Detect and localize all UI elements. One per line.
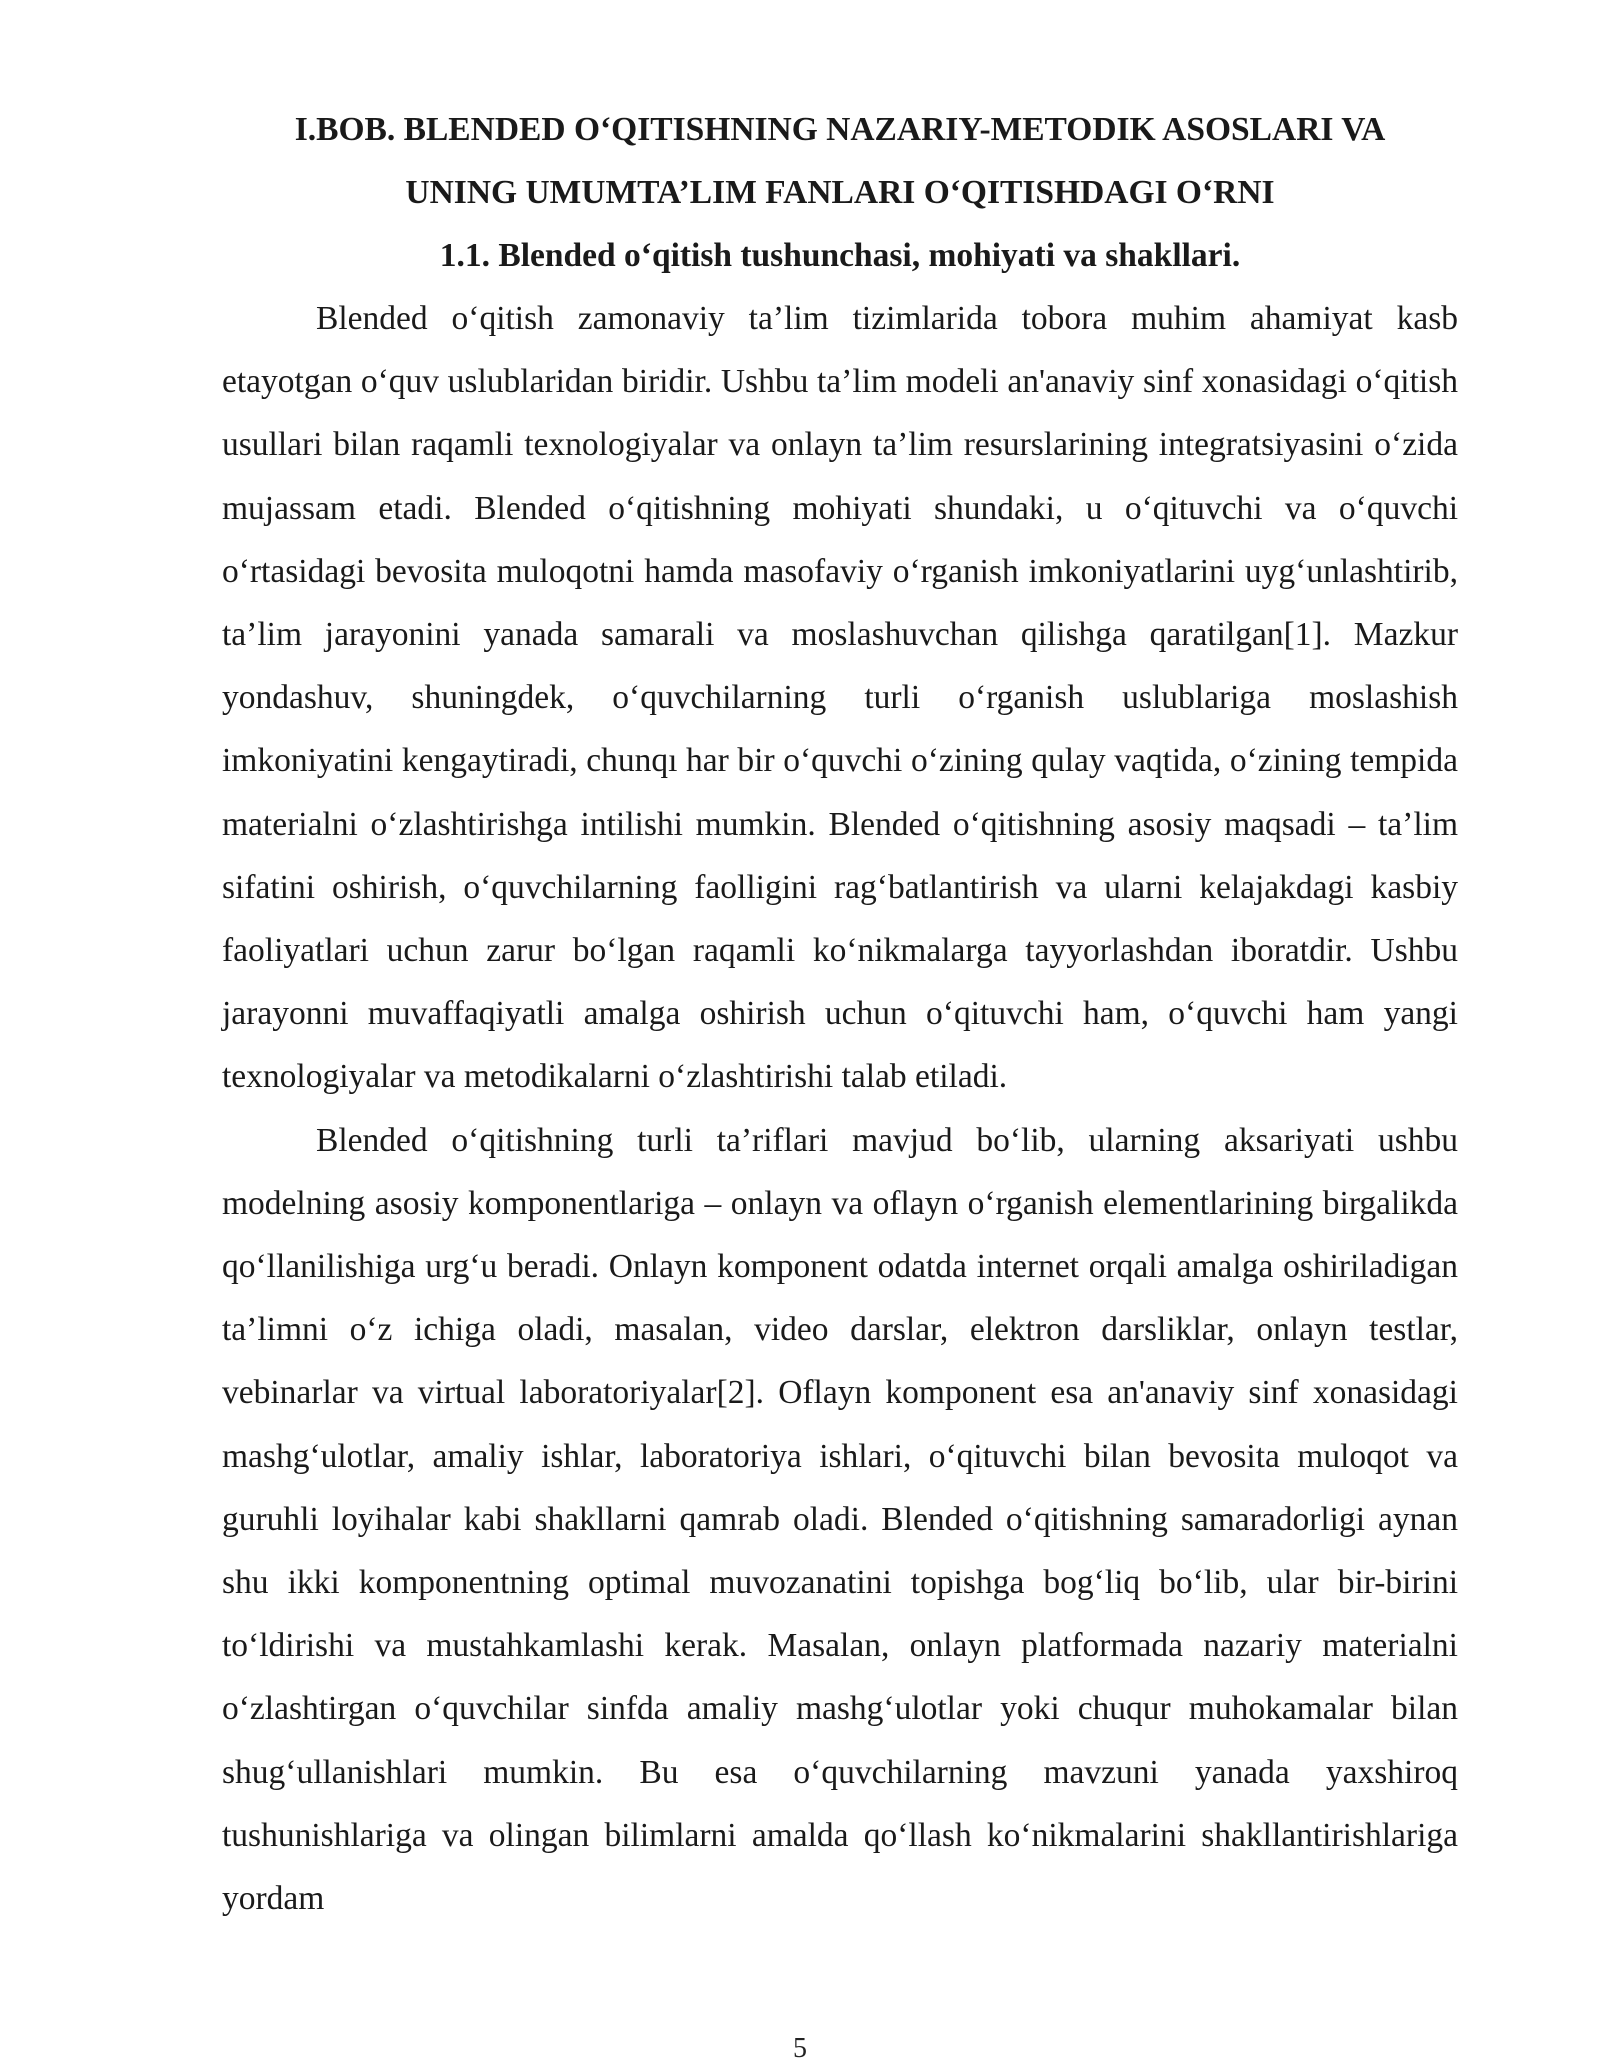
- page-content: [222, 98, 1458, 1930]
- body-paragraph-1: Blended o‘qitish zamonaviy ta’lim tizimlarida tobora muhim ahamiyat kasb etayotgan o‘quv uslublaridan biridir. Ushbu ta’lim modeli an'anaviy sinf xonasidagi o‘qitish usullari bilan raqamli texnologiyalar va onlayn ta’lim resurslarining integratsiyasini o‘zida mujassam etadi. Blended o‘qitishning mohiyati shundaki, u o‘qituvchi va o‘quvchi o‘rtasidagi bevosita muloqotni hamda masofaviy o‘rganish imkoniyatlarini uyg‘unlashtirib, ta’lim jarayonini yanada samarali va moslashuvchan qilishga qaratilgan[1]. Mazkur yondashuv, shuningdek, o‘quvchilarning turli o‘rganish uslublariga moslashish imkoniyatini kengaytiradi, chunqı har bir o‘quvchi o‘zining qulay vaqtida, o‘zining tempida materialni o‘zlashtirishga intilishi mumkin. Blended o‘qitishning asosiy maqsadi – ta’lim sifatini oshirish, o‘quvchilarning faolligini rag‘batlantirish va ularni kelajakdagi kasbiy faoliyatlari uchun zarur bo‘lgan raqamli ko‘nikmalarga tayyorlashdan iboratdir. Ushbu jarayonni muvaffaqiyatli amalga oshirish uchun o‘qituvchi ham, o‘quvchi ham yangi texnologiyalar va metodikalarni o‘zlashtirishi talab etiladi.: [222, 300, 1458, 1096]
- chapter-title-line-2: UNING UMUMTA’LIM FANLARI O‘QITISHDAGI O‘RNI: [405, 174, 1275, 211]
- chapter-title-line-1: I.BOB. BLENDED O‘QITISHNING NAZARIY-METODIK ASOSLARI VA: [294, 111, 1386, 148]
- section-title: 1.1. Blended o‘qitish tushunchasi, mohiyati va shakllari.: [439, 237, 1241, 274]
- body-paragraph-2: Blended o‘qitishning turli ta’riflari mavjud bo‘lib, ularning aksariyati ushbu modelning asosiy komponentlariga – onlayn va oflayn o‘rganish elementlarining birgalikda qo‘llanilishiga urg‘u beradi. Onlayn komponent odatda internet orqali amalga oshiriladigan ta’limni o‘z ichiga oladi, masalan, video darslar, elektron darsliklar, onlayn testlar, vebinarlar va virtual laboratoriyalar[2]. Oflayn komponent esa an'anaviy sinf xonasidagi mashg‘ulotlar, amaliy ishlar, laboratoriya ishlari, o‘qituvchi bilan bevosita muloqot va guruhli loyihalar kabi shakllarni qamrab oladi. Blended o‘qitishning samaradorligi aynan shu ikki komponentning optimal muvozanatini topishga bog‘liq bo‘lib, ular bir-birini to‘ldirishi va mustahkamlashi kerak. Masalan, onlayn platformada nazariy materialni o‘zlashtirgan o‘quvchilar sinfda amaliy mashg‘ulotlar yoki chuqur muhokamalar bilan shug‘ullanishlari mumkin. Bu esa o‘quvchilarning mavzuni yanada yaxshiroq tushunishlariga va olingan bilimlarni amalda qo‘llash ko‘nikmalarini shakllantirishlariga yordam: [222, 1121, 1458, 1918]
- page-number: 5: [793, 2033, 807, 2064]
- chapter-title: [222, 98, 1458, 224]
